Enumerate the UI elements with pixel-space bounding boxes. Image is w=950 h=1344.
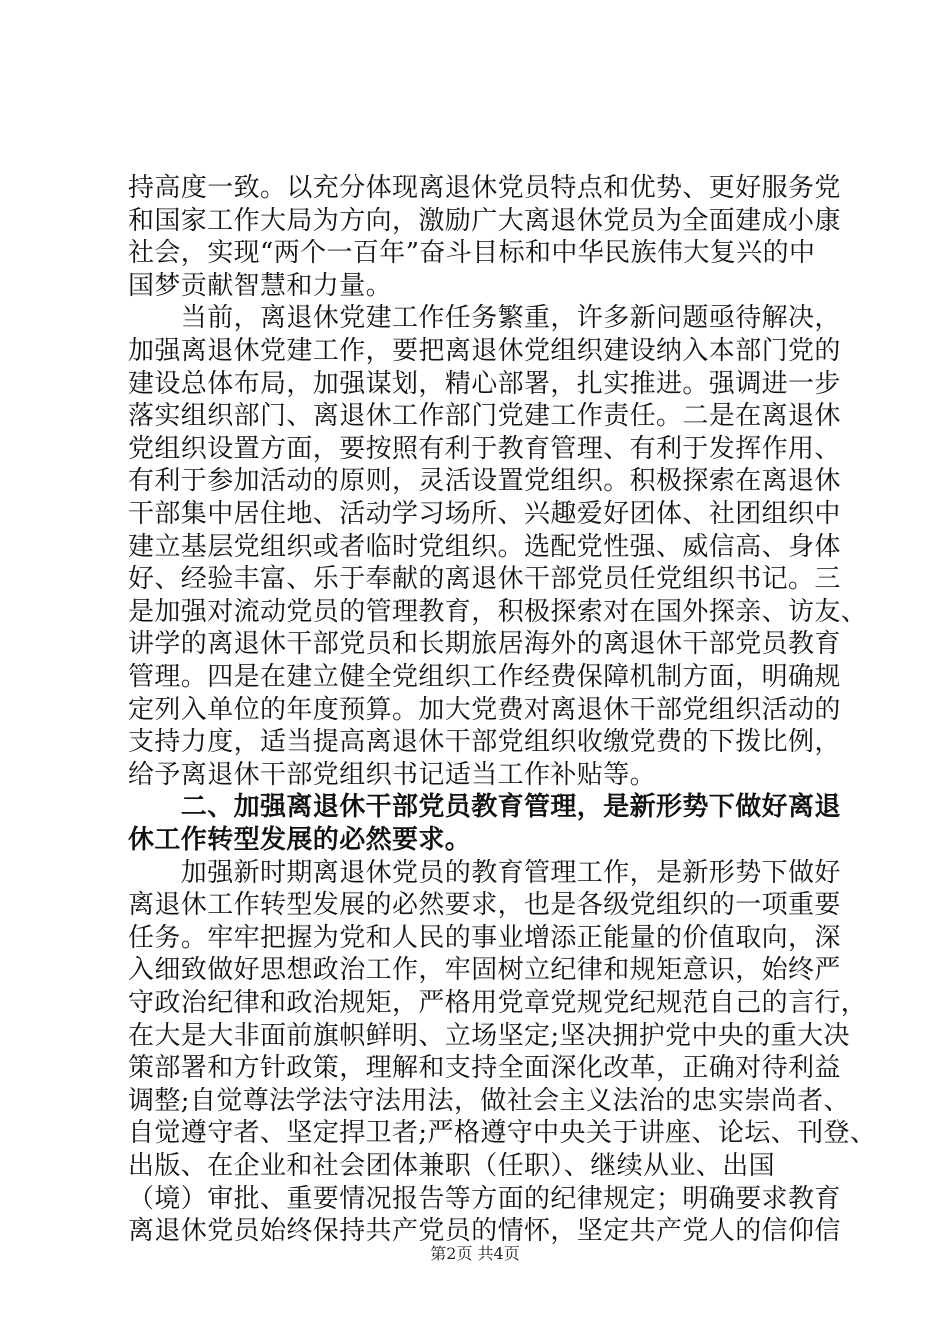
text-line: 落实组织部门、离退休工作部门党建工作责任。二是在离退休	[128, 401, 841, 432]
text-line: 守政治纪律和政治规矩，严格用党章党规党纪规范自己的言行，	[128, 988, 868, 1018]
text-line: 离退休工作转型发展的必然要求，也是各级党组织的一项重要	[128, 890, 841, 921]
text-line: 在大是大非面前旗帜鲜明、立场坚定;坚决拥护党中央的重大决	[128, 1020, 850, 1051]
text-line: 自觉遵守者、坚定捍卫者;严格遵守中央关于讲座、论坛、刊登、	[128, 1118, 877, 1149]
text-line: 党组织设置方面，要按照有利于教育管理、有利于发挥作用、	[128, 433, 841, 464]
text-line: 建设总体布局，加强谋划，精心部署，扎实推进。强调进一步	[128, 368, 841, 399]
section-heading: 休工作转型发展的必然要求。	[128, 825, 472, 855]
text-line: 入细致做好思想政治工作，牢固树立纪律和规矩意识，始终严	[128, 955, 841, 986]
text-line: 任务。牢牢把握为党和人民的事业增添正能量的价值取向，深	[128, 922, 841, 953]
text-line: 国梦贡献智慧和力量。	[128, 270, 393, 301]
text-line: 干部集中居住地、活动学习场所、兴趣爱好团体、社团组织中	[128, 499, 841, 529]
text-line: 讲学的离退休干部党员和长期旅居海外的离退休干部党员教育	[128, 629, 841, 660]
text-line: 社会，实现“两个一百年”奋斗目标和中华民族伟大复兴的中	[128, 238, 816, 269]
text-line: 策部署和方针政策，理解和支持全面深化改革，正确对待利益	[128, 1053, 841, 1084]
text-line: 是加强对流动党员的管理教育，积极探索对在国外探亲、访友、	[128, 596, 868, 627]
text-line: 和国家工作大局为方向，激励广大离退休党员为全面建成小康	[128, 205, 841, 236]
text-line: 支持力度，适当提高离退休干部党组织收缴党费的下拨比例，	[128, 727, 841, 758]
text-line: 管理。四是在建立健全党组织工作经费保障机制方面，明确规	[128, 662, 841, 692]
text-line: 给予离退休干部党组织书记适当工作补贴等。	[128, 759, 657, 790]
text-line: （境）审批、重要情况报告等方面的纪律规定；明确要求教育	[128, 1183, 841, 1214]
text-line: 建立基层党组织或者临时党组织。选配党性强、威信高、身体	[128, 531, 841, 562]
text-line: 调整;自觉尊法学法守法用法，做社会主义法治的忠实崇尚者、	[128, 1085, 850, 1116]
section-heading: 二、加强离退休干部党员教育管理，是新形势下做好离退	[128, 792, 841, 823]
text-line: 有利于参加活动的原则，灵活设置党组织。积极探索在离退休	[128, 466, 841, 497]
text-line: 持高度一致。以充分体现离退休党员特点和优势、更好服务党	[128, 173, 841, 203]
page-number-footer: 第2页 共4页	[430, 1244, 520, 1263]
text-line: 出版、在企业和社会团体兼职（任职）、继续从业、出国	[128, 1151, 776, 1181]
text-line: 加强离退休党建工作，要把离退休党组织建设纳入本部门党的	[128, 336, 841, 366]
text-line: 好、经验丰富、乐于奉献的离退休干部党员任党组织书记。三	[128, 564, 841, 595]
text-line: 定列入单位的年度预算。加大党费对离退休干部党组织活动的	[128, 694, 841, 725]
text-line: 加强新时期离退休党员的教育管理工作，是新形势下做好	[128, 857, 841, 888]
text-line: 离退休党员始终保持共产党员的情怀，坚定共产党人的信仰信	[128, 1216, 841, 1247]
text-line: 当前，离退休党建工作任务繁重，许多新问题亟待解决，	[128, 303, 841, 334]
